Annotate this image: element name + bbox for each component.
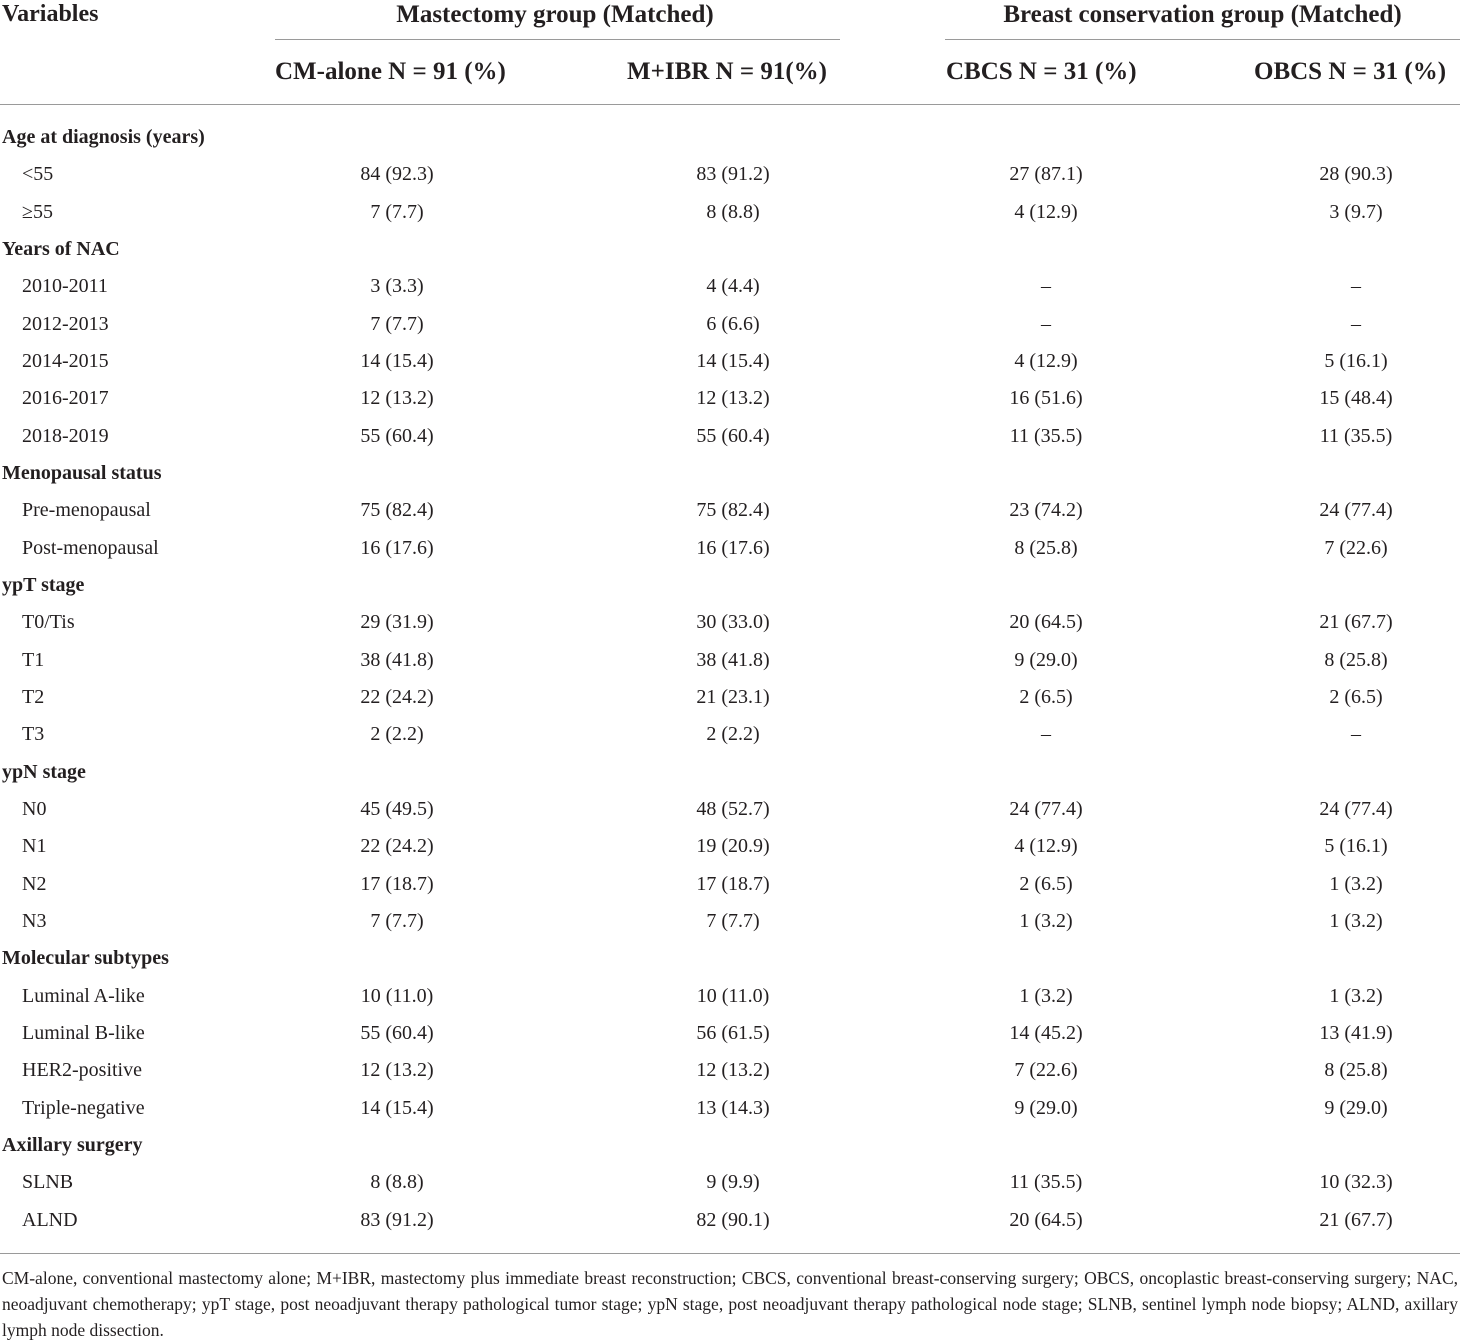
- table-cell: 13 (14.3): [696, 1096, 770, 1119]
- table-cell: 20 (64.5): [1009, 1208, 1083, 1231]
- table-cell: 82 (90.1): [696, 1208, 770, 1231]
- table-cell: 13 (41.9): [1319, 1021, 1393, 1044]
- variables-header: Variables: [2, 1, 99, 27]
- table-row: [0, 641, 1460, 678]
- row-label: T1: [22, 648, 45, 671]
- row-label: N1: [22, 835, 47, 858]
- table-cell: 7 (22.6): [1324, 536, 1388, 559]
- table-cell: 30 (33.0): [696, 611, 770, 634]
- table-cell: 6 (6.6): [706, 312, 760, 335]
- table-cell: 11 (35.5): [1009, 1171, 1083, 1194]
- table-cell: 75 (82.4): [360, 499, 434, 522]
- table-cell: 9 (29.0): [1014, 1096, 1078, 1119]
- table-cell: 7 (7.7): [706, 909, 760, 932]
- category-row: [0, 454, 1460, 491]
- table-cell: 8 (25.8): [1324, 1059, 1388, 1082]
- table-cell: 14 (15.4): [696, 350, 770, 372]
- table-row: [0, 342, 1460, 379]
- table-cell: 12 (13.2): [696, 387, 770, 410]
- table-cell: 14 (15.4): [360, 350, 434, 372]
- table-cell: 16 (17.6): [360, 536, 434, 559]
- table-footnote: CM-alone, conventional mastectomy alone; M+IBR, mastectomy plus immediate breast reconstruction; CBCS, conventional breast-conserving surgery; OBCS, oncoplastic breast-conserving surgery; NAC, neoadjuvant chemotherapy; ypT stage, post neoadjuvant therapy pathological tumor stage; ypN stage, post neoadjuvant therapy pathological node stage; SLNB, sentinel lymph node biopsy; ALND, axillary lymph node dissection.: [2, 1268, 1458, 1340]
- row-label: T0/Tis: [22, 611, 75, 634]
- table-cell: 4 (4.4): [706, 275, 760, 298]
- table-cell: 17 (18.7): [360, 872, 434, 895]
- table-cell: 3 (9.7): [1329, 200, 1383, 223]
- row-label: Post-menopausal: [22, 536, 159, 559]
- table-cell: 10 (32.3): [1319, 1171, 1393, 1194]
- table-bottom-rule: [0, 1253, 1460, 1254]
- table-cell: 7 (22.6): [1014, 1059, 1078, 1082]
- table-cell: 2 (2.2): [370, 723, 424, 746]
- table-row: [0, 155, 1460, 192]
- table-cell: 11 (35.5): [1319, 424, 1393, 447]
- table-row: [0, 305, 1460, 342]
- table-cell: 21 (67.7): [1319, 1208, 1393, 1231]
- category-row: [0, 566, 1460, 603]
- row-label: N0: [22, 797, 47, 820]
- table-row: [0, 827, 1460, 864]
- table-cell: –: [1041, 275, 1051, 298]
- category-row: [0, 118, 1460, 155]
- table-cell: 38 (41.8): [360, 648, 434, 671]
- table-cell: 7 (7.7): [370, 312, 424, 335]
- table-cell: 75 (82.4): [696, 499, 770, 522]
- table-cell: 2 (2.2): [706, 723, 760, 746]
- table-cell: 8 (8.8): [706, 200, 760, 223]
- table-cell: 48 (52.7): [696, 797, 770, 820]
- table-cell: 20 (64.5): [1009, 611, 1083, 634]
- table-cell: –: [1351, 275, 1361, 298]
- table-cell: 24 (77.4): [1319, 499, 1393, 522]
- category-row: [0, 230, 1460, 267]
- row-label: Luminal A-like: [22, 984, 145, 1007]
- table-row: [0, 902, 1460, 939]
- table-cell: –: [1351, 312, 1361, 335]
- row-label: ALND: [22, 1208, 78, 1231]
- table-cell: –: [1041, 723, 1051, 746]
- row-label: T2: [22, 685, 45, 708]
- table-cell: –: [1041, 312, 1051, 335]
- table-row: [0, 865, 1460, 902]
- column-header-obcs: OBCS N = 31 (%): [1254, 58, 1447, 85]
- table-cell: 16 (51.6): [1009, 387, 1083, 410]
- category-label: Age at diagnosis (years): [2, 126, 205, 148]
- table-row: [0, 1089, 1460, 1126]
- table-row: [0, 529, 1460, 566]
- mastectomy-group-header: Mastectomy group (Matched): [396, 1, 714, 28]
- table-cell: 1 (3.2): [1329, 909, 1383, 932]
- table-row: [0, 1201, 1460, 1238]
- row-label: HER2-positive: [22, 1059, 142, 1082]
- table-cell: 9 (9.9): [706, 1171, 760, 1194]
- table-cell: 3 (3.3): [370, 275, 424, 298]
- table-cell: 28 (90.3): [1319, 163, 1393, 186]
- row-label: 2018-2019: [22, 424, 109, 447]
- row-label: 2010-2011: [22, 275, 108, 298]
- table-cell: 1 (3.2): [1019, 984, 1073, 1007]
- column-header-m-ibr: M+IBR N = 91(%): [627, 58, 827, 85]
- table-cell: 84 (92.3): [360, 163, 434, 186]
- table-row: [0, 193, 1460, 230]
- table-cell: 19 (20.9): [696, 835, 770, 858]
- table-cell: 22 (24.2): [360, 835, 434, 858]
- row-label: SLNB: [22, 1171, 74, 1194]
- row-label: 2016-2017: [22, 387, 109, 410]
- table-cell: 27 (87.1): [1009, 163, 1083, 186]
- table-cell: 29 (31.9): [360, 611, 434, 634]
- table-cell: 8 (25.8): [1014, 536, 1078, 559]
- table-cell: 2 (6.5): [1019, 685, 1073, 708]
- table-cell: 2 (6.5): [1329, 685, 1383, 708]
- table-cell: 14 (15.4): [360, 1096, 434, 1119]
- table-cell: 12 (13.2): [360, 387, 434, 410]
- table-cell: 55 (60.4): [696, 424, 770, 447]
- table-cell: 45 (49.5): [360, 797, 434, 820]
- table-cell: 7 (7.7): [370, 200, 424, 223]
- table-cell: 55 (60.4): [360, 1021, 434, 1044]
- table-row: [0, 379, 1460, 416]
- table-cell: 9 (29.0): [1324, 1096, 1388, 1119]
- table-cell: 12 (13.2): [360, 1059, 434, 1082]
- row-label: 2014-2015: [22, 350, 109, 372]
- table-cell: 7 (7.7): [370, 909, 424, 932]
- table-row: [0, 1051, 1460, 1088]
- header-bottom-rule: [0, 104, 1460, 105]
- table-cell: 4 (12.9): [1014, 835, 1078, 858]
- table-row: [0, 790, 1460, 827]
- table-row: [0, 977, 1460, 1014]
- conservation-group-rule: [945, 39, 1460, 40]
- table-cell: 10 (11.0): [696, 984, 770, 1007]
- row-label: Luminal B-like: [22, 1021, 145, 1044]
- table-cell: 5 (16.1): [1324, 835, 1388, 858]
- category-label: ypT stage: [2, 574, 85, 596]
- table-cell: 1 (3.2): [1329, 872, 1383, 895]
- table-cell: 1 (3.2): [1329, 984, 1383, 1007]
- table-cell: 4 (12.9): [1014, 200, 1078, 223]
- category-label: ypN stage: [2, 760, 86, 783]
- table-cell: 16 (17.6): [696, 536, 770, 559]
- row-label: Pre-menopausal: [22, 499, 151, 522]
- table-cell: 21 (23.1): [696, 685, 770, 708]
- row-label: 2012-2013: [22, 312, 109, 335]
- category-row: [0, 939, 1460, 976]
- table-cell: 10 (11.0): [360, 984, 434, 1007]
- table-row: [0, 1014, 1460, 1051]
- row-label: T3: [22, 723, 45, 746]
- table-cell: 17 (18.7): [696, 872, 770, 895]
- table-cell: 83 (91.2): [360, 1208, 434, 1231]
- table-cell: 56 (61.5): [696, 1021, 770, 1044]
- table-row: [0, 715, 1460, 752]
- mastectomy-group-rule: [275, 39, 840, 40]
- row-label: N3: [22, 909, 47, 932]
- table-cell: 9 (29.0): [1014, 648, 1078, 671]
- table-cell: 24 (77.4): [1319, 797, 1393, 820]
- row-label: Triple-negative: [22, 1096, 145, 1119]
- table-cell: 22 (24.2): [360, 685, 434, 708]
- table-cell: 24 (77.4): [1009, 797, 1083, 820]
- table-cell: 4 (12.9): [1014, 350, 1078, 372]
- column-header-cbcs: CBCS N = 31 (%): [946, 58, 1137, 85]
- conservation-group-header: Breast conservation group (Matched): [1003, 1, 1402, 28]
- table-cell: 21 (67.7): [1319, 611, 1393, 634]
- table-cell: 11 (35.5): [1009, 424, 1083, 447]
- table-cell: 14 (45.2): [1009, 1021, 1083, 1044]
- category-label: Molecular subtypes: [2, 947, 169, 970]
- category-label: Years of NAC: [2, 238, 120, 260]
- table-cell: 38 (41.8): [696, 648, 770, 671]
- column-header-cm-alone: CM-alone N = 91 (%): [275, 58, 506, 85]
- category-label: Menopausal status: [2, 462, 162, 484]
- table-cell: 5 (16.1): [1324, 350, 1388, 372]
- table-cell: 55 (60.4): [360, 424, 434, 447]
- table-cell: 8 (25.8): [1324, 648, 1388, 671]
- table-cell: 8 (8.8): [370, 1171, 424, 1194]
- table-cell: 1 (3.2): [1019, 909, 1073, 932]
- row-label: ≥55: [22, 200, 53, 223]
- table-cell: 15 (48.4): [1319, 387, 1393, 410]
- table-cell: –: [1351, 723, 1361, 746]
- row-label: N2: [22, 872, 47, 895]
- table-cell: 23 (74.2): [1009, 499, 1083, 522]
- row-label: <55: [22, 163, 54, 186]
- table-cell: 83 (91.2): [696, 163, 770, 186]
- category-row: [0, 753, 1460, 790]
- table-cell: 12 (13.2): [696, 1059, 770, 1082]
- table-row: [0, 417, 1460, 454]
- table-row: [0, 491, 1460, 528]
- table-row: [0, 267, 1460, 304]
- table-row: [0, 603, 1460, 640]
- table-row: [0, 1163, 1460, 1200]
- table-row: [0, 678, 1460, 715]
- table-cell: 2 (6.5): [1019, 872, 1073, 895]
- category-row: [0, 1126, 1460, 1163]
- category-label: Axillary surgery: [2, 1133, 143, 1156]
